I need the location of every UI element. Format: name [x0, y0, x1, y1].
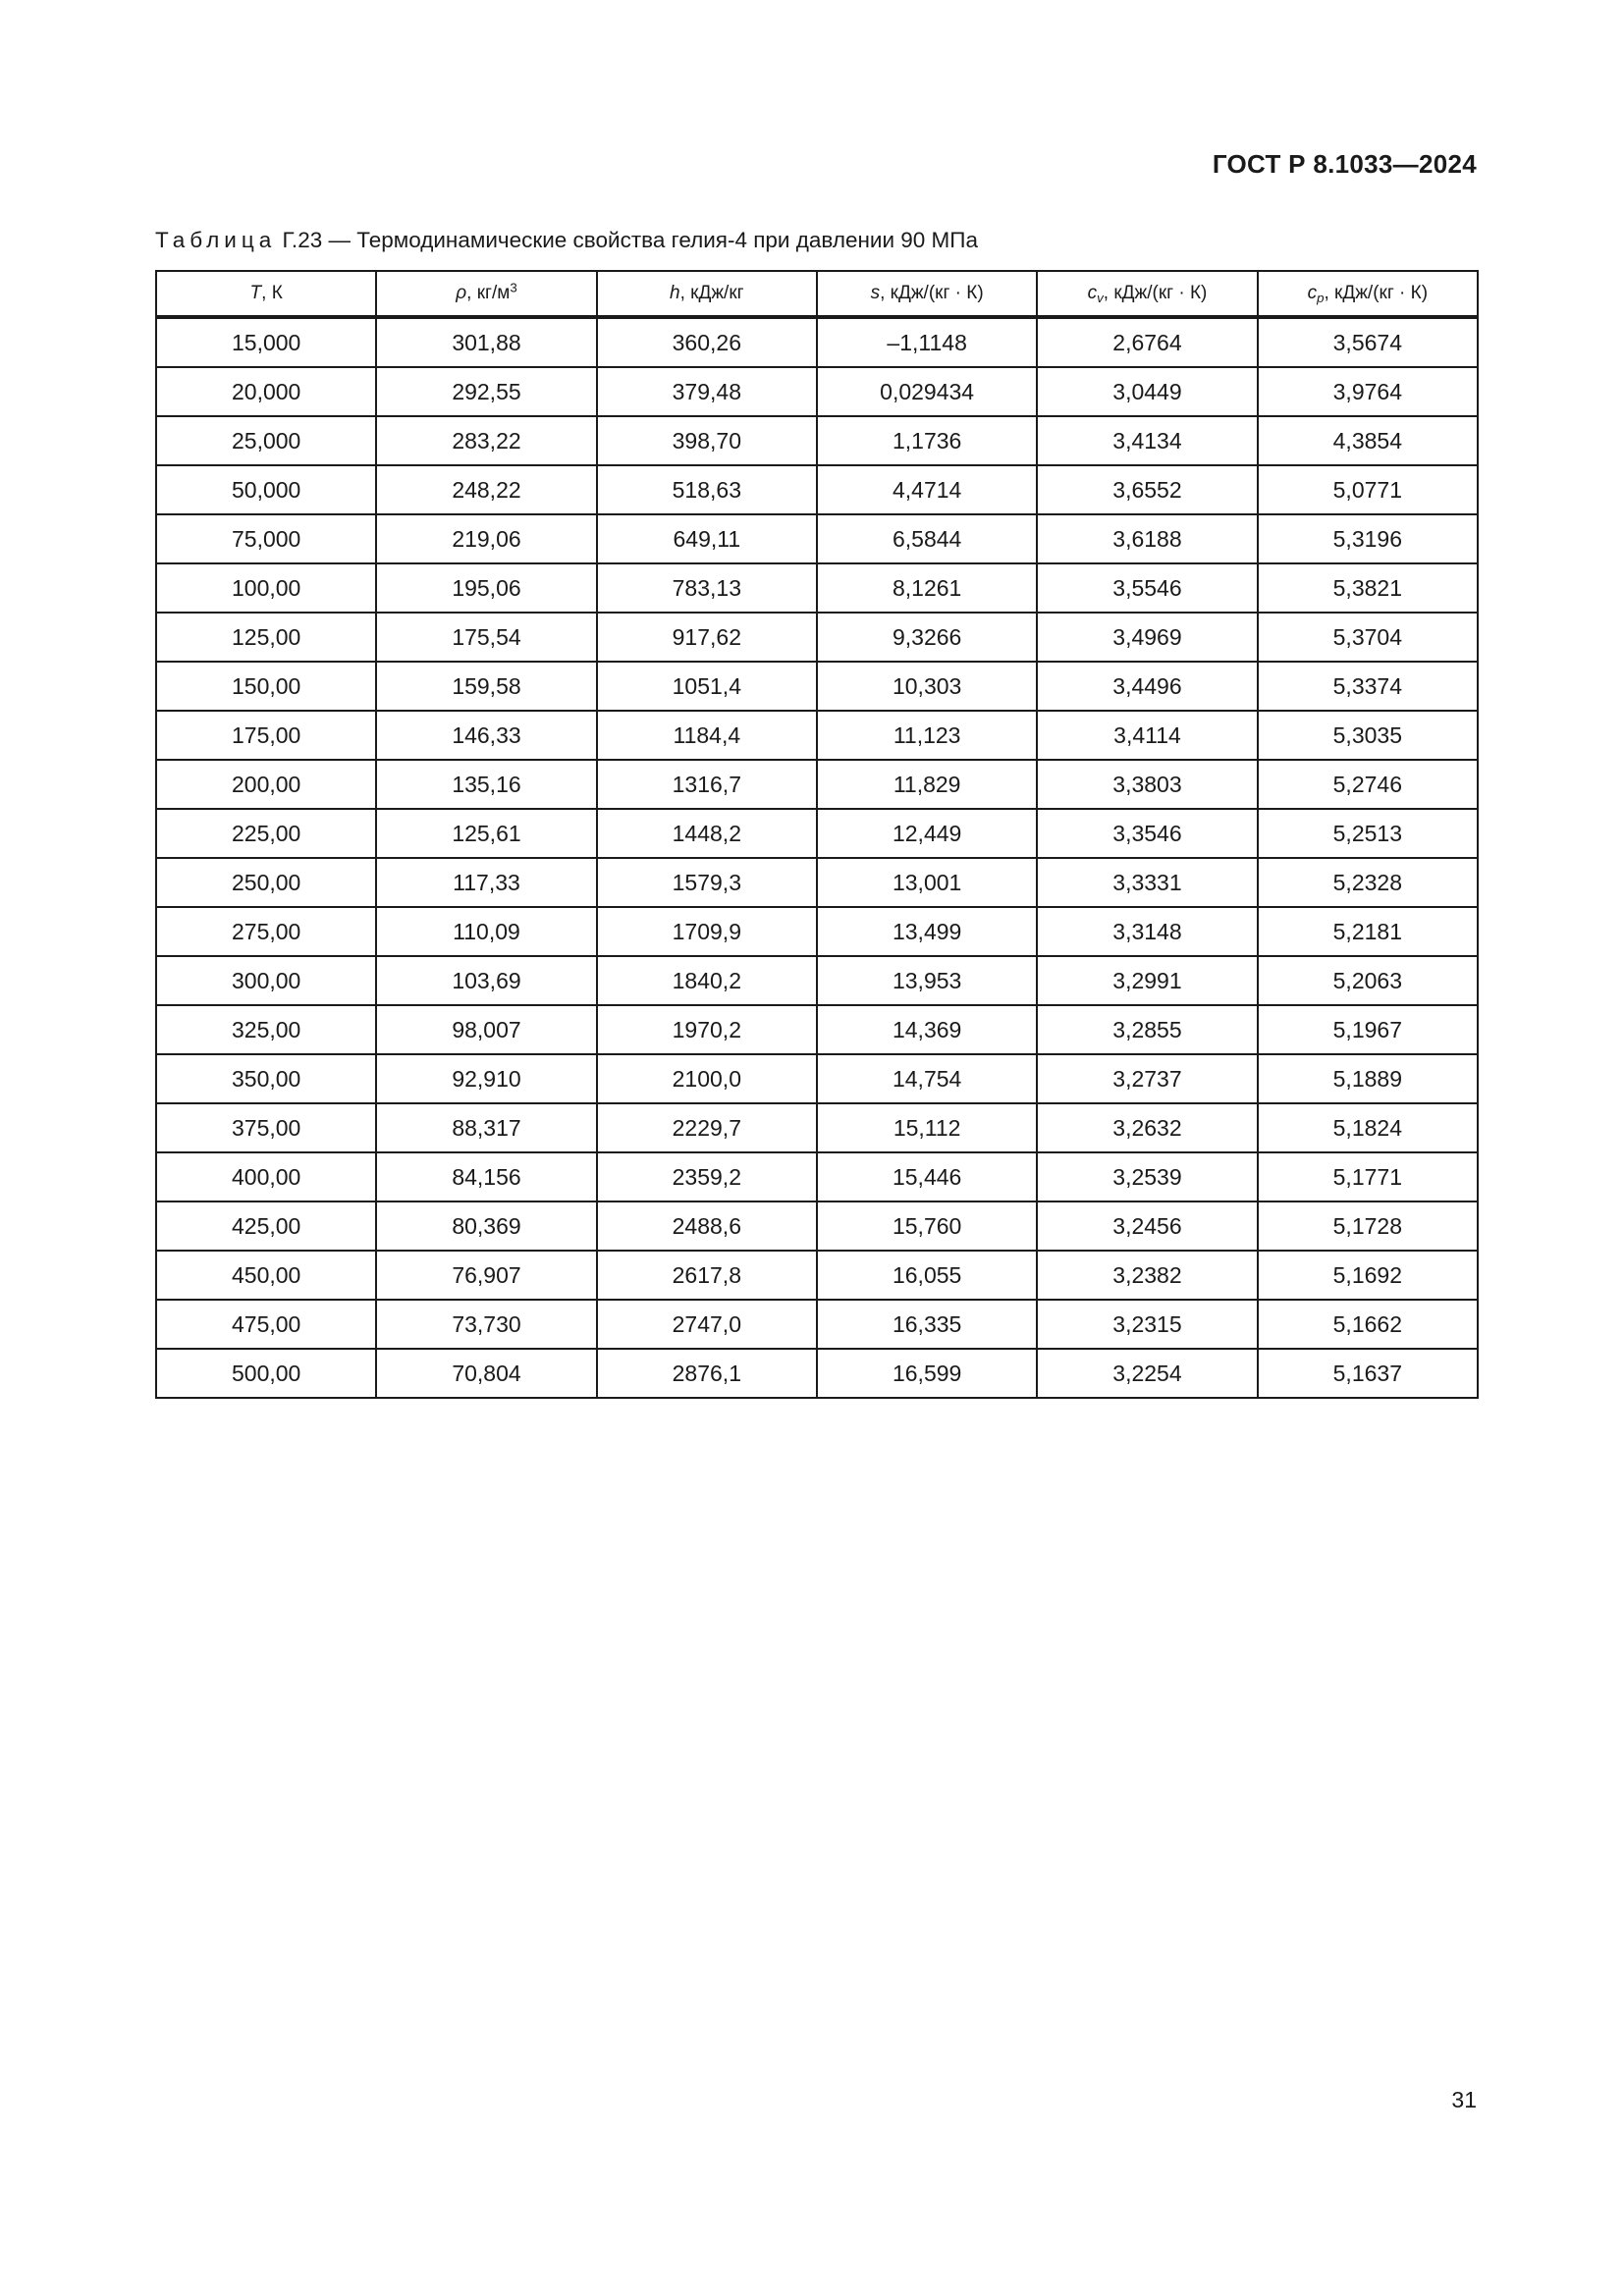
table-cell: 76,907: [376, 1251, 596, 1300]
table-cell: 3,4969: [1037, 613, 1257, 662]
table-cell: 2100,0: [597, 1054, 817, 1103]
table-cell: 3,6188: [1037, 514, 1257, 563]
column-header: [597, 271, 817, 317]
table-cell: 3,5674: [1258, 317, 1478, 367]
table-row: [156, 1300, 1478, 1349]
table-cell: 379,48: [597, 367, 817, 416]
table-cell: 25,000: [156, 416, 376, 465]
table-row: [156, 907, 1478, 956]
table-cell: 5,1889: [1258, 1054, 1478, 1103]
table-row: [156, 760, 1478, 809]
table-header-row: [156, 271, 1478, 317]
table-cell: 250,00: [156, 858, 376, 907]
table-cell: 98,007: [376, 1005, 596, 1054]
table-cell: 398,70: [597, 416, 817, 465]
table-cell: 5,2181: [1258, 907, 1478, 956]
table-cell: 425,00: [156, 1201, 376, 1251]
table-cell: 3,2991: [1037, 956, 1257, 1005]
table-cell: 5,1637: [1258, 1349, 1478, 1398]
table-cell: 300,00: [156, 956, 376, 1005]
table-cell: 88,317: [376, 1103, 596, 1152]
table-row: [156, 662, 1478, 711]
column-header: [156, 271, 376, 317]
table-cell: 5,1771: [1258, 1152, 1478, 1201]
table-cell: 16,599: [817, 1349, 1037, 1398]
table-cell: 200,00: [156, 760, 376, 809]
table-cell: 219,06: [376, 514, 596, 563]
table-cell: 3,2254: [1037, 1349, 1257, 1398]
table-cell: 5,3035: [1258, 711, 1478, 760]
table-cell: 13,499: [817, 907, 1037, 956]
table-cell: 5,2328: [1258, 858, 1478, 907]
column-header-unit: , К: [261, 283, 283, 303]
table-cell: 1448,2: [597, 809, 817, 858]
table-cell: 518,63: [597, 465, 817, 514]
table-cell: 3,6552: [1037, 465, 1257, 514]
table-cell: 103,69: [376, 956, 596, 1005]
table-cell: 3,3331: [1037, 858, 1257, 907]
column-header-subscript: v: [1097, 290, 1104, 305]
column-header: [1037, 271, 1257, 317]
table-cell: 14,369: [817, 1005, 1037, 1054]
table-cell: 3,5546: [1037, 563, 1257, 613]
table-cell: 1,1736: [817, 416, 1037, 465]
table-cell: 3,0449: [1037, 367, 1257, 416]
table-cell: 125,61: [376, 809, 596, 858]
table-cell: 275,00: [156, 907, 376, 956]
table-cell: 73,730: [376, 1300, 596, 1349]
table-cell: 5,2746: [1258, 760, 1478, 809]
column-header-unit: , кДж/(кг · К): [1324, 283, 1429, 303]
table-cell: 2,6764: [1037, 317, 1257, 367]
table-row: [156, 465, 1478, 514]
table-cell: 1316,7: [597, 760, 817, 809]
table-cell: 3,2737: [1037, 1054, 1257, 1103]
table-cell: 5,3374: [1258, 662, 1478, 711]
table-cell: 5,1824: [1258, 1103, 1478, 1152]
table-cell: 292,55: [376, 367, 596, 416]
table-row: [156, 1054, 1478, 1103]
table-cell: 2876,1: [597, 1349, 817, 1398]
table-cell: 13,953: [817, 956, 1037, 1005]
table-cell: 146,33: [376, 711, 596, 760]
table-row: [156, 1349, 1478, 1398]
table-cell: 360,26: [597, 317, 817, 367]
table-header: [156, 271, 1478, 317]
table-cell: 13,001: [817, 858, 1037, 907]
column-header-unit: , кг/м: [466, 283, 511, 303]
table-cell: 117,33: [376, 858, 596, 907]
table-cell: 3,2456: [1037, 1201, 1257, 1251]
table-cell: 125,00: [156, 613, 376, 662]
column-header-subscript: p: [1317, 290, 1325, 305]
table-cell: 195,06: [376, 563, 596, 613]
table-cell: 3,4496: [1037, 662, 1257, 711]
document-id-header: ГОСТ Р 8.1033—2024: [1212, 149, 1477, 179]
table-cell: 5,2513: [1258, 809, 1478, 858]
column-header: [1258, 271, 1478, 317]
table-cell: 11,123: [817, 711, 1037, 760]
table-row: [156, 563, 1478, 613]
thermodynamic-properties-table: [155, 270, 1479, 1399]
table-cell: 283,22: [376, 416, 596, 465]
table-cell: 5,0771: [1258, 465, 1478, 514]
column-header: [376, 271, 596, 317]
table-cell: 80,369: [376, 1201, 596, 1251]
table-cell: 16,055: [817, 1251, 1037, 1300]
table-cell: 15,112: [817, 1103, 1037, 1152]
column-header-symbol: ρ: [456, 283, 467, 303]
table-cell: 15,760: [817, 1201, 1037, 1251]
table-row: [156, 1251, 1478, 1300]
table-cell: 92,910: [376, 1054, 596, 1103]
table-cell: 159,58: [376, 662, 596, 711]
table-cell: 325,00: [156, 1005, 376, 1054]
table-cell: 8,1261: [817, 563, 1037, 613]
table-cell: 5,3196: [1258, 514, 1478, 563]
table-row: [156, 809, 1478, 858]
column-header-unit: , кДж/(кг · К): [1103, 283, 1208, 303]
table-row: [156, 1103, 1478, 1152]
table-cell: 3,2315: [1037, 1300, 1257, 1349]
table-cell: 450,00: [156, 1251, 376, 1300]
table-caption-text: Г.23 — Термодинамические свойства гелия-4 при давлении 90 МПа: [282, 228, 978, 252]
table-cell: 917,62: [597, 613, 817, 662]
table-caption-prefix: Таблица: [155, 228, 277, 252]
table-cell: 2229,7: [597, 1103, 817, 1152]
table-cell: 2488,6: [597, 1201, 817, 1251]
table-cell: 5,1662: [1258, 1300, 1478, 1349]
table-cell: 5,3821: [1258, 563, 1478, 613]
table-row: [156, 858, 1478, 907]
table-body: [156, 317, 1478, 1398]
table-cell: 5,1728: [1258, 1201, 1478, 1251]
page-number: 31: [1451, 2087, 1477, 2112]
table-cell: 475,00: [156, 1300, 376, 1349]
table-cell: 4,3854: [1258, 416, 1478, 465]
table-row: [156, 711, 1478, 760]
table-cell: 16,335: [817, 1300, 1037, 1349]
table-cell: 5,1967: [1258, 1005, 1478, 1054]
table-row: [156, 1005, 1478, 1054]
table-row: [156, 367, 1478, 416]
table-cell: 100,00: [156, 563, 376, 613]
table-cell: 3,4134: [1037, 416, 1257, 465]
table-cell: 3,3148: [1037, 907, 1257, 956]
table-cell: 2617,8: [597, 1251, 817, 1300]
table-cell: 2747,0: [597, 1300, 817, 1349]
table-cell: 301,88: [376, 317, 596, 367]
table-cell: 10,303: [817, 662, 1037, 711]
table-cell: 75,000: [156, 514, 376, 563]
table-cell: 1579,3: [597, 858, 817, 907]
table-cell: 11,829: [817, 760, 1037, 809]
table-cell: 3,3546: [1037, 809, 1257, 858]
table-row: [156, 956, 1478, 1005]
table-cell: 3,2382: [1037, 1251, 1257, 1300]
table-cell: 175,00: [156, 711, 376, 760]
table-cell: 500,00: [156, 1349, 376, 1398]
table-cell: 783,13: [597, 563, 817, 613]
table-cell: 15,000: [156, 317, 376, 367]
column-header-symbol: s: [870, 283, 881, 303]
table-cell: 248,22: [376, 465, 596, 514]
table-cell: 3,3803: [1037, 760, 1257, 809]
table-caption: [155, 228, 978, 253]
table-cell: 2359,2: [597, 1152, 817, 1201]
table-cell: 84,156: [376, 1152, 596, 1201]
table-cell: 6,5844: [817, 514, 1037, 563]
column-header-symbol: c: [1307, 283, 1318, 303]
table-cell: 5,1692: [1258, 1251, 1478, 1300]
table-cell: 12,449: [817, 809, 1037, 858]
table-cell: 15,446: [817, 1152, 1037, 1201]
table-cell: 3,2632: [1037, 1103, 1257, 1152]
column-header-unit: , кДж/(кг · К): [880, 283, 984, 303]
table-cell: 9,3266: [817, 613, 1037, 662]
table-cell: 110,09: [376, 907, 596, 956]
table-cell: 135,16: [376, 760, 596, 809]
table-cell: 1709,9: [597, 907, 817, 956]
table-cell: 3,2539: [1037, 1152, 1257, 1201]
table-cell: 649,11: [597, 514, 817, 563]
table-cell: 375,00: [156, 1103, 376, 1152]
table-cell: 3,4114: [1037, 711, 1257, 760]
table-row: [156, 1152, 1478, 1201]
table-cell: 350,00: [156, 1054, 376, 1103]
table-cell: 5,3704: [1258, 613, 1478, 662]
table-cell: 175,54: [376, 613, 596, 662]
table-cell: 14,754: [817, 1054, 1037, 1103]
table-cell: 5,2063: [1258, 956, 1478, 1005]
table-row: [156, 613, 1478, 662]
table-row: [156, 1201, 1478, 1251]
table-cell: 1184,4: [597, 711, 817, 760]
table-cell: 400,00: [156, 1152, 376, 1201]
table-cell: 3,9764: [1258, 367, 1478, 416]
table-cell: 20,000: [156, 367, 376, 416]
column-header-unit: , кДж/кг: [679, 283, 744, 303]
column-header-symbol: h: [670, 283, 680, 303]
table-cell: 4,4714: [817, 465, 1037, 514]
table-row: [156, 416, 1478, 465]
table-cell: 1970,2: [597, 1005, 817, 1054]
table-row: [156, 317, 1478, 367]
column-header: [817, 271, 1037, 317]
table-cell: 0,029434: [817, 367, 1037, 416]
table-row: [156, 514, 1478, 563]
table-cell: 1840,2: [597, 956, 817, 1005]
table-cell: 150,00: [156, 662, 376, 711]
column-header-symbol: T: [249, 283, 262, 303]
table-cell: 1051,4: [597, 662, 817, 711]
column-header-symbol: c: [1087, 283, 1098, 303]
table-cell: 225,00: [156, 809, 376, 858]
table-cell: 3,2855: [1037, 1005, 1257, 1054]
table-cell: 50,000: [156, 465, 376, 514]
table-cell: –1,1148: [817, 317, 1037, 367]
column-header-superscript: 3: [510, 280, 517, 295]
table-cell: 70,804: [376, 1349, 596, 1398]
